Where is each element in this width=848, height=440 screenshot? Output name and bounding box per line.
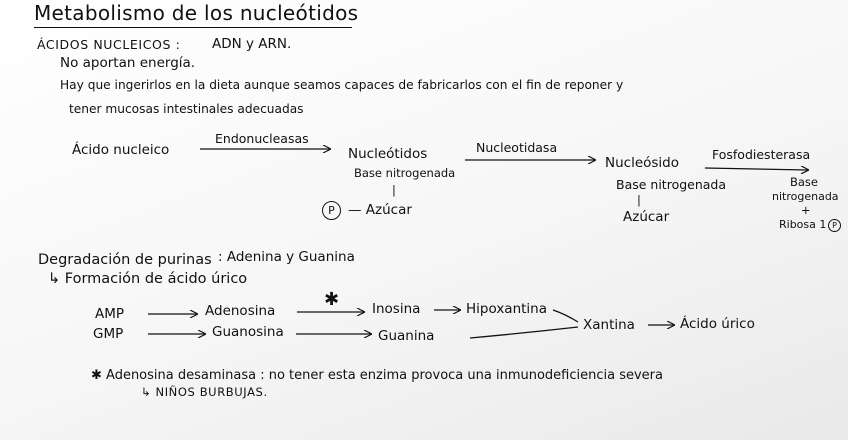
note-bubble-children: ↳ NIÑOS BURBUJAS. bbox=[141, 385, 268, 399]
intro-line-2: Hay que ingerirlos en la dieta aunque seamos capaces de fabricarlos con el fin de reponer y bbox=[60, 78, 624, 92]
node-xantina: Xantina bbox=[583, 317, 635, 333]
final-plus: + bbox=[801, 203, 811, 217]
product-nucleotidos-sugar: — Azúcar bbox=[348, 202, 412, 218]
product-nucleosido-bond: | bbox=[637, 193, 641, 207]
product-nucleotidos-bond: | bbox=[392, 183, 396, 197]
node-guanina: Guanina bbox=[378, 328, 435, 344]
note-adenosine-deaminase: ✱ Adenosina desaminasa : no tener esta enzima provoca una inmunodeficiencia severa bbox=[91, 368, 663, 383]
purines-heading: Degradación de purinas bbox=[38, 252, 212, 268]
node-hipoxantina: Hipoxantina bbox=[466, 301, 548, 317]
node-gmp: GMP bbox=[93, 326, 124, 342]
arrow-fosfodiesterasa bbox=[705, 168, 808, 170]
final-base: Base bbox=[790, 175, 819, 189]
purines-heading-bases: : Adenina y Guanina bbox=[218, 249, 355, 265]
adenosine-deaminase-marker: ✱ bbox=[324, 289, 340, 310]
product-nucleosido: Nucleósido bbox=[605, 155, 680, 171]
final-ribosa: Ribosa 1 bbox=[779, 218, 827, 231]
nucleic-acids-heading: ÁCIDOS NUCLEICOS : bbox=[37, 37, 181, 52]
enzyme-nucleotidasa: Nucleotidasa bbox=[476, 140, 558, 155]
node-acido-urico: Ácido úrico bbox=[680, 316, 755, 332]
node-guanosina: Guanosina bbox=[212, 324, 284, 340]
page-title: Metabolismo de los nucleótidos bbox=[34, 1, 359, 25]
intro-line-3: tener mucosas intestinales adecuadas bbox=[69, 102, 304, 116]
phosphate-icon: P bbox=[322, 201, 341, 220]
pathway-start: Ácido nucleico bbox=[72, 142, 170, 158]
node-amp: AMP bbox=[95, 306, 125, 322]
product-nucleotidos: Nucleótidos bbox=[348, 146, 428, 162]
product-nucleotidos-base: Base nitrogenada bbox=[354, 166, 456, 180]
node-inosina: Inosina bbox=[372, 301, 421, 317]
nucleic-acids-types: ADN y ARN. bbox=[212, 36, 292, 52]
product-nucleosido-sugar: Azúcar bbox=[623, 209, 670, 225]
connector-guanina-xantina bbox=[470, 327, 578, 338]
intro-line-1: No aportan energía. bbox=[60, 55, 196, 71]
enzyme-endonucleasas: Endonucleasas bbox=[215, 131, 309, 146]
enzyme-fosfodiesterasa: Fosfodiesterasa bbox=[712, 147, 811, 162]
ribose-phosphate-icon: P bbox=[828, 219, 841, 232]
connector-hipoxantina-xantina bbox=[553, 310, 578, 322]
purines-subheading: ↳ Formación de ácido úrico bbox=[48, 271, 248, 287]
node-adenosina: Adenosina bbox=[205, 303, 276, 319]
final-nitrogenada: nitrogenada bbox=[772, 190, 839, 203]
product-nucleosido-base: Base nitrogenada bbox=[616, 177, 727, 192]
